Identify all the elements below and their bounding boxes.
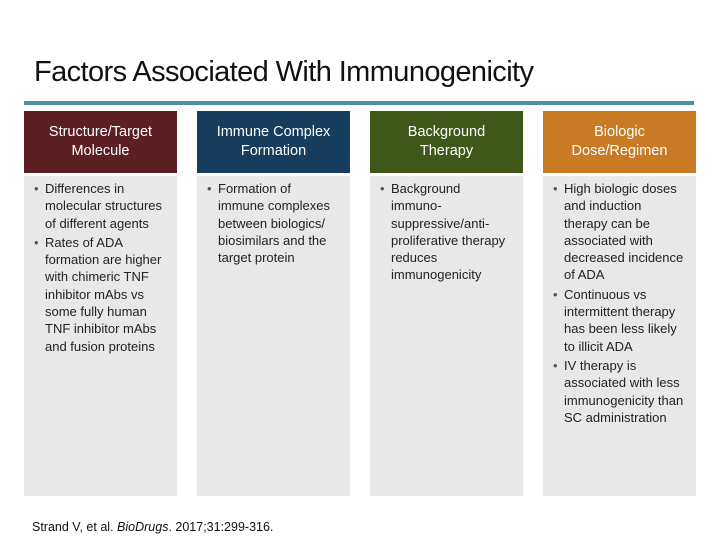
column-body — [543, 176, 696, 496]
column-header: Immune Complex Formation — [197, 111, 350, 173]
column-biologic-dose — [543, 111, 696, 496]
column-body — [24, 176, 177, 496]
bullet-item: • Formation of immune complexes between biologics/ biosimilars and the target protein — [207, 180, 340, 266]
bullet-item: • IV therapy is associated with less immunogenicity than SC administration — [553, 357, 686, 426]
column-header: Structure/Target Molecule — [24, 111, 177, 173]
column-body — [370, 176, 523, 496]
bullet-item: • Rates of ADA formation are higher with chimeric TNF inhibitor mAbs vs some fully human TNF inhibitor mAbs and fusion proteins — [34, 234, 167, 355]
bullet-item: • Continuous vs intermittent therapy has been less likely to illicit ADA — [553, 286, 686, 355]
citation — [32, 520, 273, 534]
column-structure-target — [24, 111, 177, 496]
title-divider — [24, 101, 694, 105]
bullet-item: • Background immuno-suppressive/anti-proliferative therapy reduces immunogenicity — [380, 180, 513, 284]
bullet-item: • High biologic doses and induction therapy can be associated with decreased incidence of ADA — [553, 180, 686, 284]
column-body — [197, 176, 350, 496]
citation-journal: BioDrugs — [117, 520, 169, 534]
column-immune-complex — [197, 111, 350, 496]
citation-details: . 2017;31:299-316. — [168, 520, 274, 534]
bullet-item: • Differences in molecular structures of different agents — [34, 180, 167, 232]
column-background-therapy — [370, 111, 523, 496]
slide-title: Factors Associated With Immunogenicity — [34, 56, 534, 88]
citation-authors: Strand V, et al. — [32, 520, 114, 534]
column-header: Biologic Dose/Regimen — [543, 111, 696, 173]
column-header: Background Therapy — [370, 111, 523, 173]
